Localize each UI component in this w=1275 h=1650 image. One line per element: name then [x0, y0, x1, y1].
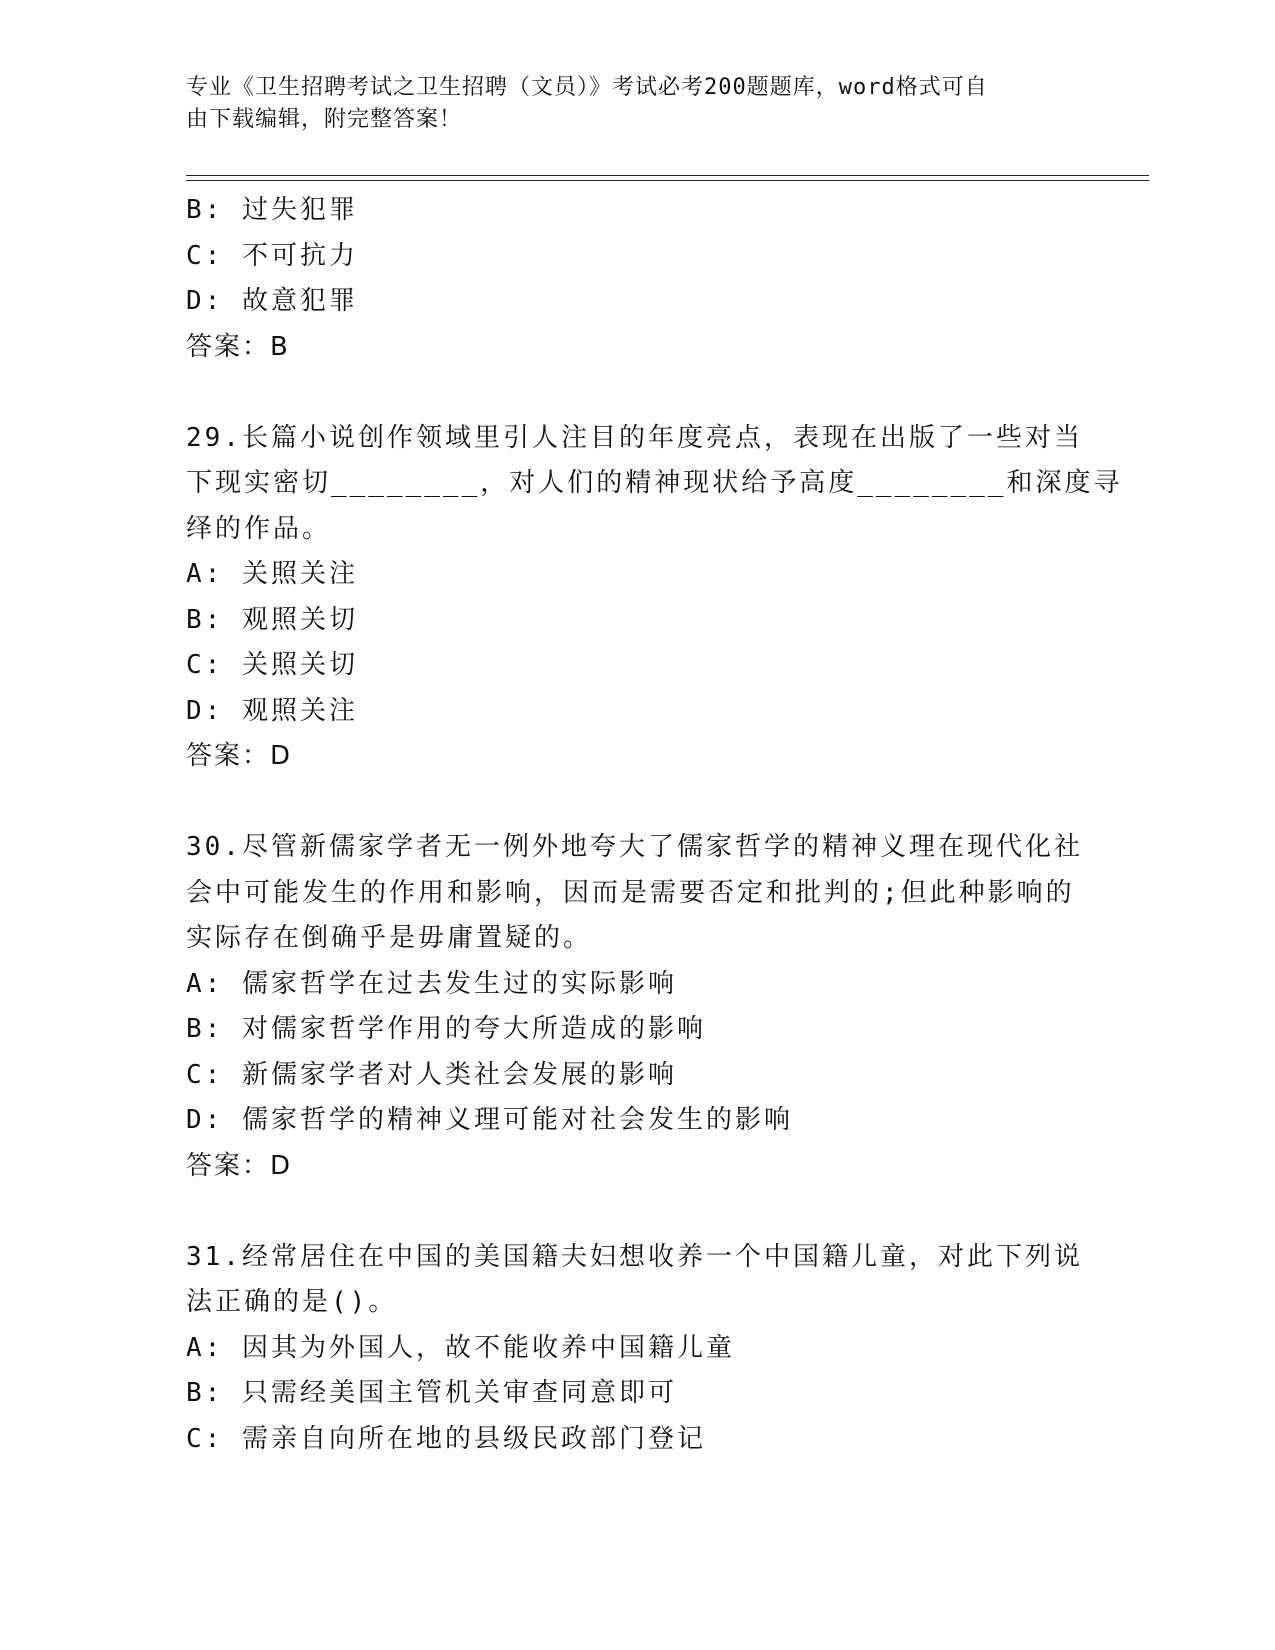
option-b: B: 观照关切	[186, 604, 358, 635]
option-c: C: 不可抗力	[186, 240, 358, 271]
question-stem: 绎的作品。	[186, 513, 332, 544]
spacer	[186, 370, 1086, 416]
document-header	[186, 72, 1066, 136]
question-30	[186, 825, 1086, 1189]
option-b: B: 只需经美国主管机关审查同意即可	[186, 1378, 677, 1408]
question-stem: 法正确的是()。	[186, 1287, 398, 1317]
answer: 答案：D	[186, 741, 293, 771]
option-d: D: 观照关注	[186, 695, 358, 726]
option-d: D: 儒家哲学的精神义理可能对社会发生的影响	[186, 1105, 793, 1135]
spacer	[186, 1189, 1086, 1235]
question-list	[186, 188, 1123, 1462]
option-a: A: 儒家哲学在过去发生过的实际影响	[186, 968, 677, 999]
question-stem: 下现实密切________，对人们的精神现状给予高度________和深度寻	[186, 468, 1123, 498]
option-c: C: 关照关切	[186, 650, 358, 680]
option-d: D: 故意犯罪	[186, 286, 358, 316]
question-stem: 会中可能发生的作用和影响，因而是需要否定和批判的;但此种影响的	[186, 877, 1075, 908]
answer: 答案：B	[186, 331, 290, 362]
option-c: C: 需亲自向所在地的县级民政部门登记	[186, 1423, 706, 1454]
header-rule-bottom	[186, 180, 1149, 181]
header-rule-top	[186, 175, 1149, 176]
question-stem: 30.尽管新儒家学者无一例外地夸大了儒家哲学的精神义理在现代化社	[186, 832, 1083, 862]
option-b: B: 过失犯罪	[186, 195, 358, 225]
question-31	[186, 1235, 1086, 1463]
question-stem: 29.长篇小说创作领域里引人注目的年度亮点，表现在出版了一些对当	[186, 422, 1083, 453]
spacer	[186, 780, 1086, 826]
question-stem: 31.经常居住在中国的美国籍夫妇想收养一个中国籍儿童，对此下列说	[186, 1241, 1083, 1272]
question-28-remainder	[186, 188, 1086, 370]
option-c: C: 新儒家学者对人类社会发展的影响	[186, 1059, 677, 1090]
answer: 答案：D	[186, 1150, 293, 1181]
option-b: B: 对儒家哲学作用的夸大所造成的影响	[186, 1014, 706, 1044]
header-line-2: 由下载编辑，附完整答案！	[186, 107, 463, 132]
option-a: A: 关照关注	[186, 559, 358, 589]
question-29	[186, 416, 1123, 780]
header-line-1: 专业《卫生招聘考试之卫生招聘（文员）》考试必考200题题库，word格式可自	[186, 75, 988, 100]
question-stem: 实际存在倒确乎是毋庸置疑的。	[186, 923, 593, 953]
option-a: A: 因其为外国人，故不能收养中国籍儿童	[186, 1332, 735, 1363]
